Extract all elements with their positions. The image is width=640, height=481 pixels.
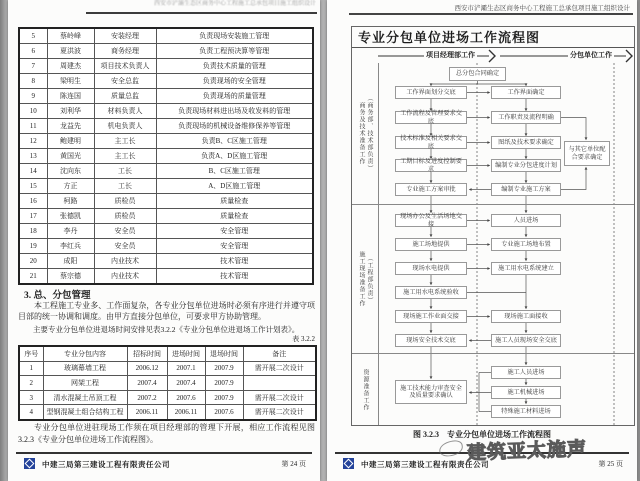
- table-header-row: 序号 专业分包内容 招标时间 进场时间 退场时间 备注: [19, 346, 316, 361]
- table-row: 11 龙益先 机电负责人 负责现场的机械设备维修保养等管理: [19, 119, 313, 134]
- footer-rule: [16, 452, 312, 454]
- flow-box: 工作界面确定: [491, 86, 561, 99]
- flow-box: 施工机械进场: [491, 386, 561, 399]
- flow-box: 总分包合同确定: [449, 67, 506, 81]
- page-number: 第 24 页: [281, 460, 306, 468]
- section-label-resource-prep: 资源准备工作: [352, 354, 379, 425]
- flow-box: 现场办公及生活场地交接: [395, 214, 467, 227]
- section-divider: [352, 204, 634, 205]
- flow-box: 现场施工面接收: [491, 310, 561, 323]
- page-footer: [16, 457, 312, 473]
- paragraph: 本工程施工专业多、工作面复杂，各专业分包单位进场时必须有序进行并遵守项目部的统一协调和调度。由甲方直接分包单位，可要求甲方协助管理。: [18, 301, 315, 321]
- table-row: 5 蔡岭峰 安装经理 负责现场安装施工管理: [19, 28, 313, 44]
- table-row: 18 李丹 安全员 安全管理: [19, 224, 313, 239]
- flow-box: 技术标准及相关要求交底: [395, 136, 467, 149]
- lane-label-subcontractor: 分包单位工作: [570, 50, 612, 59]
- flow-box: 施工人员现场安全交底: [491, 334, 561, 347]
- table-row: 21 蔡宗德 内业技术 技术管理: [19, 269, 313, 285]
- flow-box: 专业施工方案审批: [395, 183, 467, 196]
- table-row: 8 梁明生 安全总监 负责现场的安全管理: [19, 74, 313, 89]
- table-row: 14 沈向东 工长 B、C区施工管理: [19, 164, 313, 179]
- company-name: 中建三局第三建设工程有限责任公司: [42, 460, 170, 469]
- flow-box: 编制专业分包进度计划: [491, 159, 561, 172]
- section-heading: 3. 总、分包管理: [24, 291, 91, 301]
- flow-box: 与其它单位配合要求确定: [564, 141, 610, 166]
- table-row: 4 型钢混凝土组合结构工程 2006.11 2006.11 2007.6 需开展二次设计: [19, 405, 316, 420]
- watermark-text: 建筑亚太施声: [466, 438, 588, 465]
- flow-box: 现场施工作业面交接: [395, 310, 467, 323]
- company-name: 中建三局第三建设工程有限责任公司: [361, 460, 489, 469]
- section-label-site-prep: 施工现场准备工作 （工程部负责）: [352, 205, 379, 353]
- flow-box: 现场水电提供: [395, 262, 467, 275]
- table-row: 2 网架工程 2007.4 2007.4 2007.9: [19, 376, 316, 391]
- flow-box: 现场安全技术交底: [395, 334, 467, 347]
- table-row: 12 鲍建明 主工长 负责B、C区施工管理: [19, 134, 313, 149]
- table-row: 16 柯路 质检员 质量检查: [19, 194, 313, 209]
- flow-box: 工作职责及流程明确: [491, 111, 561, 124]
- lane-label-pm: 项目经理部工作: [426, 50, 475, 59]
- flow-box: 工期目标及进度控制要求: [395, 159, 467, 172]
- table-row: 7 周建杰 项目技术负责人 负责技术质量的管理: [19, 59, 313, 74]
- flow-box: 施工用水电系统建立: [491, 262, 561, 275]
- flow-box: 图纸及技术要求确定: [491, 136, 561, 149]
- table-row: 20 成阳 内业技术 技术管理: [19, 254, 313, 269]
- subcontract-schedule-table: [18, 345, 317, 421]
- table-row: 17 张德凯 质检员 质量检查: [19, 209, 313, 224]
- table-row: 15 方正 工长 A、D区施工管理: [19, 179, 313, 194]
- page-number: 第 25 页: [598, 460, 623, 468]
- flow-box: 施工技术能力审查安全及质量要求确认: [395, 380, 467, 404]
- watermark-scribble-icon: [438, 439, 464, 458]
- flow-box: 施工场地提供: [395, 238, 467, 251]
- table-number-label: 表 3.2.2: [292, 335, 315, 343]
- flow-box: 专业施工场地布置: [491, 238, 561, 251]
- flow-box: 特殊施工材料进场: [491, 405, 561, 418]
- flow-box: 工作流程及管理要求交底: [395, 111, 467, 124]
- flow-box: 人员进场: [491, 214, 561, 227]
- paragraph: 主要专业分包单位进退场时间安排见表3.2.2《专业分包单位进退场工作计划表》。: [33, 325, 300, 334]
- table-row: 3 清水混凝土吊顶工程 2007.2 2007.6 2007.9 需开展二次设计: [19, 390, 316, 405]
- header-rule: [86, 12, 317, 14]
- figure-caption: 图 3.2.3 专业分包单位进场工作流程图: [413, 430, 551, 439]
- section-divider: [352, 353, 634, 354]
- flowchart-title: 专业分包单位进场工作流程图: [352, 27, 634, 48]
- right-page: [327, 0, 637, 481]
- personnel-table: [18, 27, 314, 285]
- table-row: 6 夏洪波 商务经理 负责工程预决算等管理: [19, 44, 313, 59]
- flow-box: 施工用水电系统验收: [395, 286, 467, 299]
- left-page: [8, 0, 320, 481]
- right-page-running-header: 西安市浐灞生态区商务中心工程施工总承包项目施工组织设计: [454, 5, 630, 12]
- paragraph: 专业分包单位进驻现场工作须在项目经理部的管理下开展，相应工作流程见图3.2.3《专业分包单位进场工作流程图》。: [18, 423, 315, 444]
- header-rule: [349, 13, 633, 15]
- flow-box: 编制专业施工方案: [491, 183, 561, 196]
- table-row: 13 黄国光 主工长 负责A、D区施工管理: [19, 149, 313, 164]
- left-page-running-header: 西安市浐灞生态区商务中心工程施工总承包项目施工组织设计: [153, 1, 316, 7]
- flow-box: 工作界面划分交底: [395, 86, 467, 99]
- table-row: 9 陈连国 质量总监 负责现场的质量管理: [19, 89, 313, 104]
- table-row: 10 刘利华 材料负责人 负责现场材料进出场及收发料的管理: [19, 104, 313, 119]
- flowchart-frame: [351, 26, 635, 426]
- table-row: 19 李红兵 安全员 安全管理: [19, 239, 313, 254]
- cscec-logo-icon: [24, 458, 35, 469]
- table-row: 1 玻璃幕墙工程 2006.12 2007.1 2007.9 需开展二次设计: [19, 361, 316, 376]
- flow-box: 施工人员进场: [491, 366, 561, 379]
- section-label-commerce-tech: 商务及技术准备工作 （商务部、技术部负责）: [352, 63, 379, 204]
- cscec-logo-icon: [343, 458, 354, 469]
